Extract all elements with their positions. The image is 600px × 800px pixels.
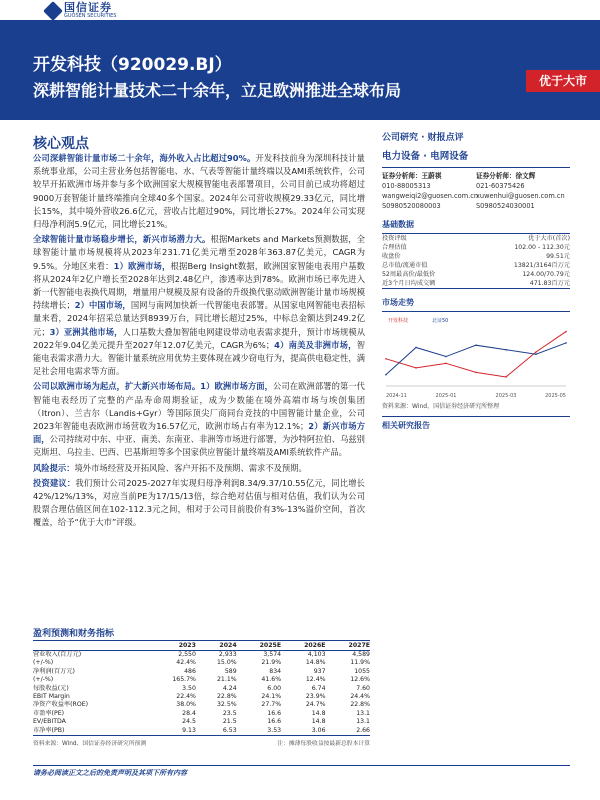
table-cell: 13.1 (356, 718, 370, 726)
table-row (33, 727, 370, 736)
table-cell: 32.5% (216, 701, 237, 709)
report-title: 开发科技（920029.BJ） (33, 55, 232, 75)
table-row (33, 701, 370, 709)
logo-company-cn: 国信证券 (64, 1, 112, 14)
title-banner (0, 20, 600, 120)
row-value: 99.51元 (546, 253, 570, 260)
footer-divider (33, 765, 570, 766)
table-cell: 22.8% (350, 701, 370, 709)
analyst-phone: 021-60375426 (476, 182, 525, 190)
table-row (33, 710, 370, 718)
highlight-text: 风险提示： (33, 462, 75, 473)
data-point (505, 376, 507, 378)
guosen-logo (46, 2, 116, 19)
financial-source (33, 738, 370, 747)
table-cell: 3.50 (182, 684, 196, 692)
data-point (535, 353, 537, 355)
table-row (33, 668, 370, 676)
series-line-0 (386, 332, 566, 377)
legend-label: 北证50 (432, 318, 449, 324)
table-cell: 38.0% (176, 701, 196, 709)
market-trend-chart (382, 311, 570, 399)
table-cell: 27.7% (261, 701, 282, 709)
source-left: 资料来源：Wind、国信证券经济研究所预测 (33, 741, 147, 748)
analyst-1 (382, 171, 479, 211)
analyst-cert: S0980524030001 (476, 202, 535, 210)
table-cell: 24.5 (182, 718, 196, 726)
row-label: 市盈率(PE) (33, 709, 65, 717)
table-cell: 23.9% (305, 693, 326, 701)
row-label: 收盘价 (382, 253, 401, 260)
trend-title: 市场走势 (382, 298, 414, 307)
table-header-row (33, 641, 370, 651)
table-cell: 4,589 (352, 651, 370, 658)
row-value: 471.83百万元 (529, 280, 570, 287)
body-text: 根据Markets and Markets预测数据，全球智能计量市场规模将从2023年231.71亿美元增至2028年363.87亿美元，CAGR为9.5%。分地区来看： (33, 234, 365, 271)
row-label: EBIT Margin (33, 693, 70, 701)
highlight-text: 公司深耕智能计量市场二十余年，海外收入占比超过90%。 (33, 153, 256, 163)
table-cell: 21.9% (261, 659, 282, 667)
analyst-phone: 010-88005313 (382, 182, 431, 190)
body-text: 国网与南网加快新一代智能电表部署。从国家电网智能电表招标量来看，2024年招采总量达到8939万台，同比增长超过25%，中标总金额达到249.2亿元； (33, 300, 365, 337)
table-row (33, 659, 370, 667)
data-point (535, 351, 537, 353)
table-cell: 2.66 (326, 727, 370, 736)
body-text: 我们预计公司2025-2027年实现归母净利润8.34/9.37/10.55亿元，同比增长42%/12%/13%，对应当前PE为17/15/13倍，综合绝对估值与相对估值，我们认为公司股票合理估值区间在102-112.3元之间，相对于公司目前股价有3%-13%溢价空间，首次覆盖，给予“优于大市”评级。 (33, 477, 365, 528)
table-cell: 486 (184, 667, 196, 675)
highlight-text: 1）欧洲市场， (113, 260, 171, 271)
basic-data-table (382, 233, 570, 289)
logo-text (64, 2, 116, 19)
related-reports-title: 相关研究报告 (382, 416, 570, 431)
analyst-cert: S0980520080003 (382, 202, 441, 210)
table-cell: 24.7% (305, 701, 326, 709)
table-cell: 23.5 (222, 709, 237, 717)
table-cell: 9.13 (147, 727, 196, 736)
logo-mark-icon (43, 1, 63, 21)
paragraph-market-growth (33, 233, 365, 378)
table-cell: 28.4 (182, 709, 196, 717)
row-label: EV/EBITDA (33, 718, 66, 726)
table-cell: 22.8% (216, 693, 237, 701)
table-cell: 14.8 (311, 709, 326, 717)
analyst-email[interactable]: xuwenhui@guosen.com.cn (476, 192, 565, 200)
table-cell: 6.00 (267, 684, 282, 692)
table-row (382, 252, 570, 261)
header-cell: 2024 (196, 641, 237, 651)
table-cell: 16.6 (267, 709, 282, 717)
table-row (382, 243, 570, 252)
financial-forecast (33, 626, 370, 747)
data-point (505, 349, 507, 351)
table-cell: 12.4% (305, 676, 326, 684)
body-text: 公司在欧洲部署的第一代智能电表经历了完整的产品寿命周期验证，成为少数能在境外高端市场与埃创集团（Itron）、兰吉尔（Landis+Gyr）等国际顶尖厂商同台竞技的中国智能计量企业，公司2023年智能电表欧洲市场营收为16.57亿元，欧洲市场占有率为12.1%； (33, 381, 365, 432)
table-cell: 41.6% (261, 676, 282, 684)
table-cell: 22.4% (176, 693, 196, 701)
trend-source: 资料来源：Wind、国信证券经济研究所整理 (382, 403, 500, 410)
table-row (382, 270, 570, 279)
series-line-1 (386, 343, 566, 375)
data-point (445, 363, 447, 365)
body-text: 人口基数大叠加智能电网建设带动电表需求提升，预计市场规模从2022年9.04亿美元提升至2027年12.07亿美元，CAGR为6%； (33, 326, 365, 350)
highlight-text: 2）新兴市场方面， (33, 421, 365, 445)
table-row (33, 718, 370, 726)
x-tick-label: 2025-05 (545, 393, 566, 399)
body-text: 公司持续对中东、中亚、南美、东南亚、非洲等市场进行部署，为沙特阿拉伯、乌兹别克斯坦、乌拉圭、巴西、巴基斯坦等多个国家供应智能计量终端及AMI系统软件产品。 (33, 434, 365, 458)
data-point (385, 358, 387, 360)
data-point (475, 372, 477, 374)
row-label: 净利润(百万元) (33, 667, 75, 675)
table-row (382, 279, 570, 289)
table-cell: 3,574 (263, 651, 282, 658)
row-value: 13821/3164百万元 (513, 262, 570, 269)
table-cell: 11.9% (350, 659, 370, 667)
row-label: 市净率(PB) (33, 727, 147, 736)
row-label: 营业收入(百万元) (33, 651, 82, 658)
row-label: (+/-%) (33, 659, 54, 667)
table-cell: 15.0% (216, 659, 237, 667)
table-row (382, 234, 570, 244)
table-row (33, 676, 370, 684)
analyst-name: 证券分析师：王蔚祺 (382, 172, 442, 180)
row-value: 优于大市(首次) (528, 235, 570, 242)
row-label: 每股收益(元) (33, 684, 69, 692)
row-label: 52周最高价/最低价 (382, 271, 436, 278)
table-cell: 589 (224, 667, 237, 675)
table-cell: 13.1 (356, 709, 370, 717)
table-cell: 6.74 (311, 684, 326, 692)
data-point (385, 374, 387, 376)
x-tick-label: 2025-03 (495, 393, 517, 399)
table-cell: 24.4% (350, 693, 370, 701)
table-cell: 4.24 (222, 684, 237, 692)
row-label: 近3个月日均成交额 (382, 280, 436, 287)
highlight-text: 2）中国市场， (74, 300, 131, 311)
body-text: 境外市场经营及开拓风险、客户开拓不及预期、需求不及预期。 (74, 462, 307, 473)
row-label: 合理估值 (382, 244, 407, 251)
header-cell: 2025E (237, 641, 281, 651)
header-cell: 2023 (147, 641, 196, 651)
industry-label: 电力设备 · 电网设备 (382, 151, 469, 162)
report-type: 公司研究 · 财报点评 (382, 133, 464, 143)
table-cell: 21.1% (216, 676, 237, 684)
body-text: 开发科技前身为深圳科技计量系统事业部，公司主营业务包括智能电、水、气表等智能计量终端以及AMI系统软件，公司较早开拓欧洲市场并参与多个欧洲国家大规模智能电表部署项目，公司目前已成功将超过9000万套智能计量终端推向全球40多个国家。2024年公司营收规模29.33亿元，同比增长15%，其中境外营收26.6亿元，营收占比超过90%，同比增长27%。2024年公司实现归母净利润5.9亿元，同比增长21%。 (33, 153, 365, 230)
table-cell: 834 (269, 667, 282, 675)
highlight-text: 1）欧洲市场方面， (200, 381, 274, 392)
table-row (33, 651, 370, 660)
header-cell (33, 641, 147, 651)
data-point (415, 367, 417, 369)
highlight-text: 4）南美及非洲市场， (274, 339, 357, 350)
highlight-text: 全球智能计量市场稳步增长，新兴市场潜力大。 (33, 234, 211, 245)
financial-table (33, 640, 370, 736)
paragraph-company-overview (33, 152, 365, 231)
legend-label: 开发科技 (388, 318, 409, 324)
row-label: 投资评级 (382, 235, 407, 242)
x-tick-label: 2024-11 (386, 393, 407, 399)
core-views-title: 核心观点 (33, 136, 89, 152)
data-point (565, 342, 567, 344)
data-point (565, 331, 567, 333)
trend-chart-svg (382, 312, 570, 400)
row-label: 净资产收益率(ROE) (33, 701, 89, 709)
table-cell: 2,550 (178, 651, 196, 658)
table-cell: 2,933 (218, 651, 237, 658)
table-cell: 6.53 (196, 727, 237, 736)
row-value: 124.00/70.79元 (522, 271, 570, 278)
logo-company-en: GUOSEN SECURITIES (64, 13, 117, 19)
table-cell: 165.7% (172, 676, 196, 684)
highlight-text: 投资建议： (33, 477, 76, 488)
paragraph-market-expansion (33, 380, 365, 459)
data-point (445, 356, 447, 358)
table-cell: 24.1% (261, 693, 282, 701)
table-cell: 21.5 (222, 718, 237, 726)
row-value: 102.00 - 112.30元 (514, 244, 570, 251)
data-point (475, 344, 477, 346)
highlight-text: 公司以欧洲市场为起点，扩大新兴市场布局。 (33, 381, 201, 392)
report-subtitle: 深耕智能计量技术二十余年，立足欧洲推进全球布局 (33, 81, 402, 100)
analyst-info (382, 167, 570, 211)
table-cell: 12.6% (350, 676, 370, 684)
table-cell: 14.8 (311, 718, 326, 726)
header-cell: 2027E (326, 641, 370, 651)
table-row (33, 685, 370, 693)
x-tick-label: 2025-01 (435, 393, 457, 399)
body-text: 智能电表需求潜力大。智能计量系统应用优势主要体现在减少窃电行为，提高供电稳定性，满足社会用电需求等方面。 (33, 339, 366, 377)
financial-table-body (33, 651, 370, 736)
basic-data-title: 基础数据 (382, 220, 414, 229)
sidebar (382, 130, 570, 431)
table-cell: 16.6 (267, 718, 282, 726)
analyst-2 (476, 171, 570, 211)
table-cell: 3.06 (281, 727, 325, 736)
table-cell: 1055 (354, 667, 370, 675)
footer-disclaimer: 请务必阅读正文之后的免责声明及其项下所有内容 (33, 769, 187, 777)
table-cell: 14.8% (305, 659, 326, 667)
paragraph-risk-warning (33, 462, 365, 475)
source-right: 注：摊薄每股收益按最新总股本计算 (277, 741, 370, 748)
table-cell: 42.4% (176, 659, 196, 667)
paragraph-investment-advice (33, 477, 365, 530)
table-row (382, 261, 570, 270)
header-cell: 2026E (281, 641, 325, 651)
row-label: 总市值/流通市值 (382, 262, 428, 269)
body-text: 根据Berg Insight数据，欧洲国家智能电表用户基数将从2024年2亿户增长至2028年达到2.48亿户，渗透率达到78%。欧洲市场已率先进入新一代智能电表换代周期，增量用户规模及原有设备的升级换代驱动欧洲智能计量市场规模持续增长； (33, 260, 365, 311)
table-cell: 937 (313, 667, 326, 675)
rating-badge: 优于大市 (526, 70, 600, 92)
core-views-body (33, 152, 365, 532)
row-label: (+/-%) (33, 676, 54, 684)
analyst-name: 证券分析师：徐文辉 (476, 172, 536, 180)
table-cell: 4,103 (307, 651, 326, 658)
table-cell: 3.53 (237, 727, 281, 736)
highlight-text: 3）亚洲其他市场， (49, 326, 123, 337)
analyst-email[interactable]: wangweiqi2@guosen.com.cn (382, 192, 479, 200)
data-point (415, 347, 417, 349)
table-cell: 7.60 (356, 684, 370, 692)
financial-title: 盈利预测和财务指标 (33, 629, 115, 639)
